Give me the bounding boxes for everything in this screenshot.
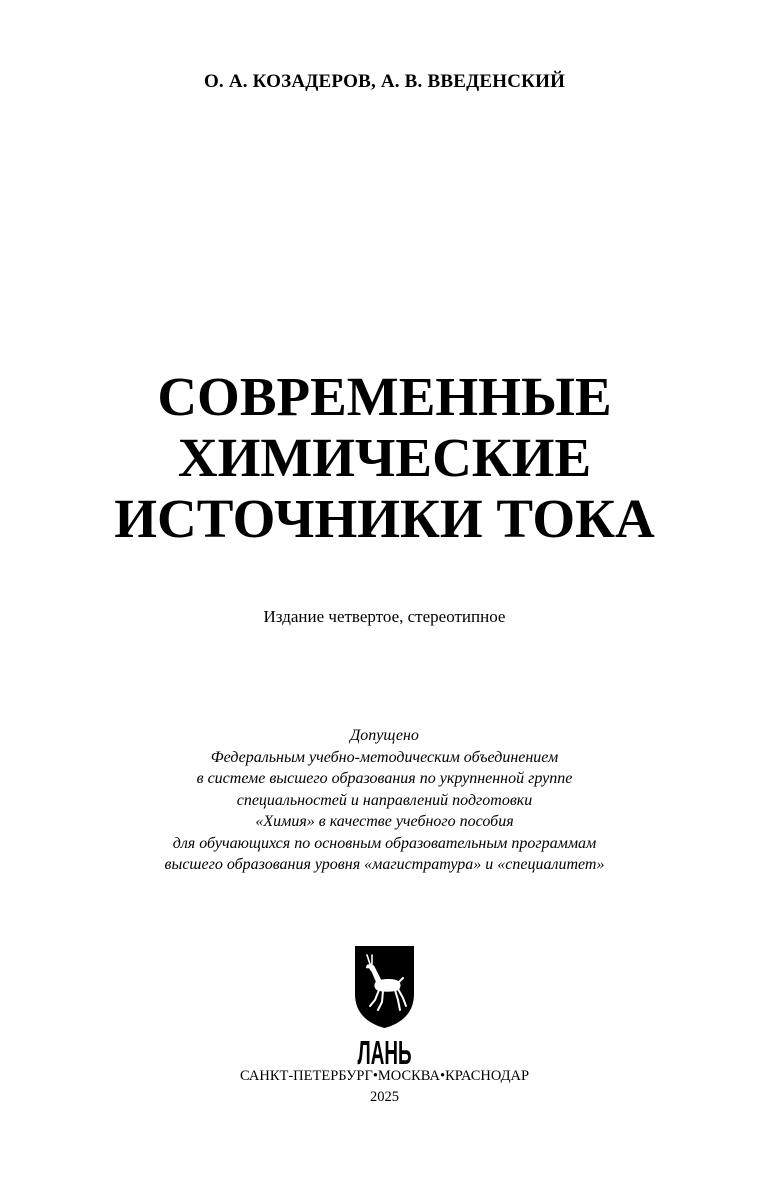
approval-line: «Химия» в качестве учебного пособия	[255, 813, 514, 830]
title-line: СОВРЕМЕННЫЕ	[157, 366, 612, 427]
book-title	[0, 366, 769, 549]
approval-line: в системе высшего образования по укрупненной группе	[196, 770, 573, 787]
approval-line: специальностей и направлений подготовки	[236, 791, 533, 809]
publication-year: 2025	[370, 1089, 399, 1105]
publisher-logo-text: ЛАНЬ	[357, 1034, 412, 1071]
authors: О. А. КОЗАДЕРОВ, А. В. ВВЕДЕНСКИЙ	[203, 71, 566, 92]
approval-line: Допущено	[350, 727, 419, 744]
deer-shield-logo-icon	[354, 944, 415, 1071]
approval-statement	[0, 725, 769, 876]
publisher-cities: САНКТ-ПЕТЕРБУРГ•МОСКВА•КРАСНОДАР	[239, 1068, 530, 1084]
edition-note: Издание четвертое, стереотипное	[263, 607, 506, 626]
title-line: ХИМИЧЕСКИЕ	[177, 427, 592, 488]
publisher-logo	[354, 944, 415, 1071]
approval-line: Федеральным учебно-методическим объединением	[210, 748, 559, 766]
approval-line: высшего образования уровня «магистратура» и «специалитет»	[164, 856, 605, 873]
title-line: ИСТОЧНИКИ ТОКА	[114, 488, 655, 549]
approval-line: для обучающихся по основным образовательным программам	[172, 834, 597, 852]
